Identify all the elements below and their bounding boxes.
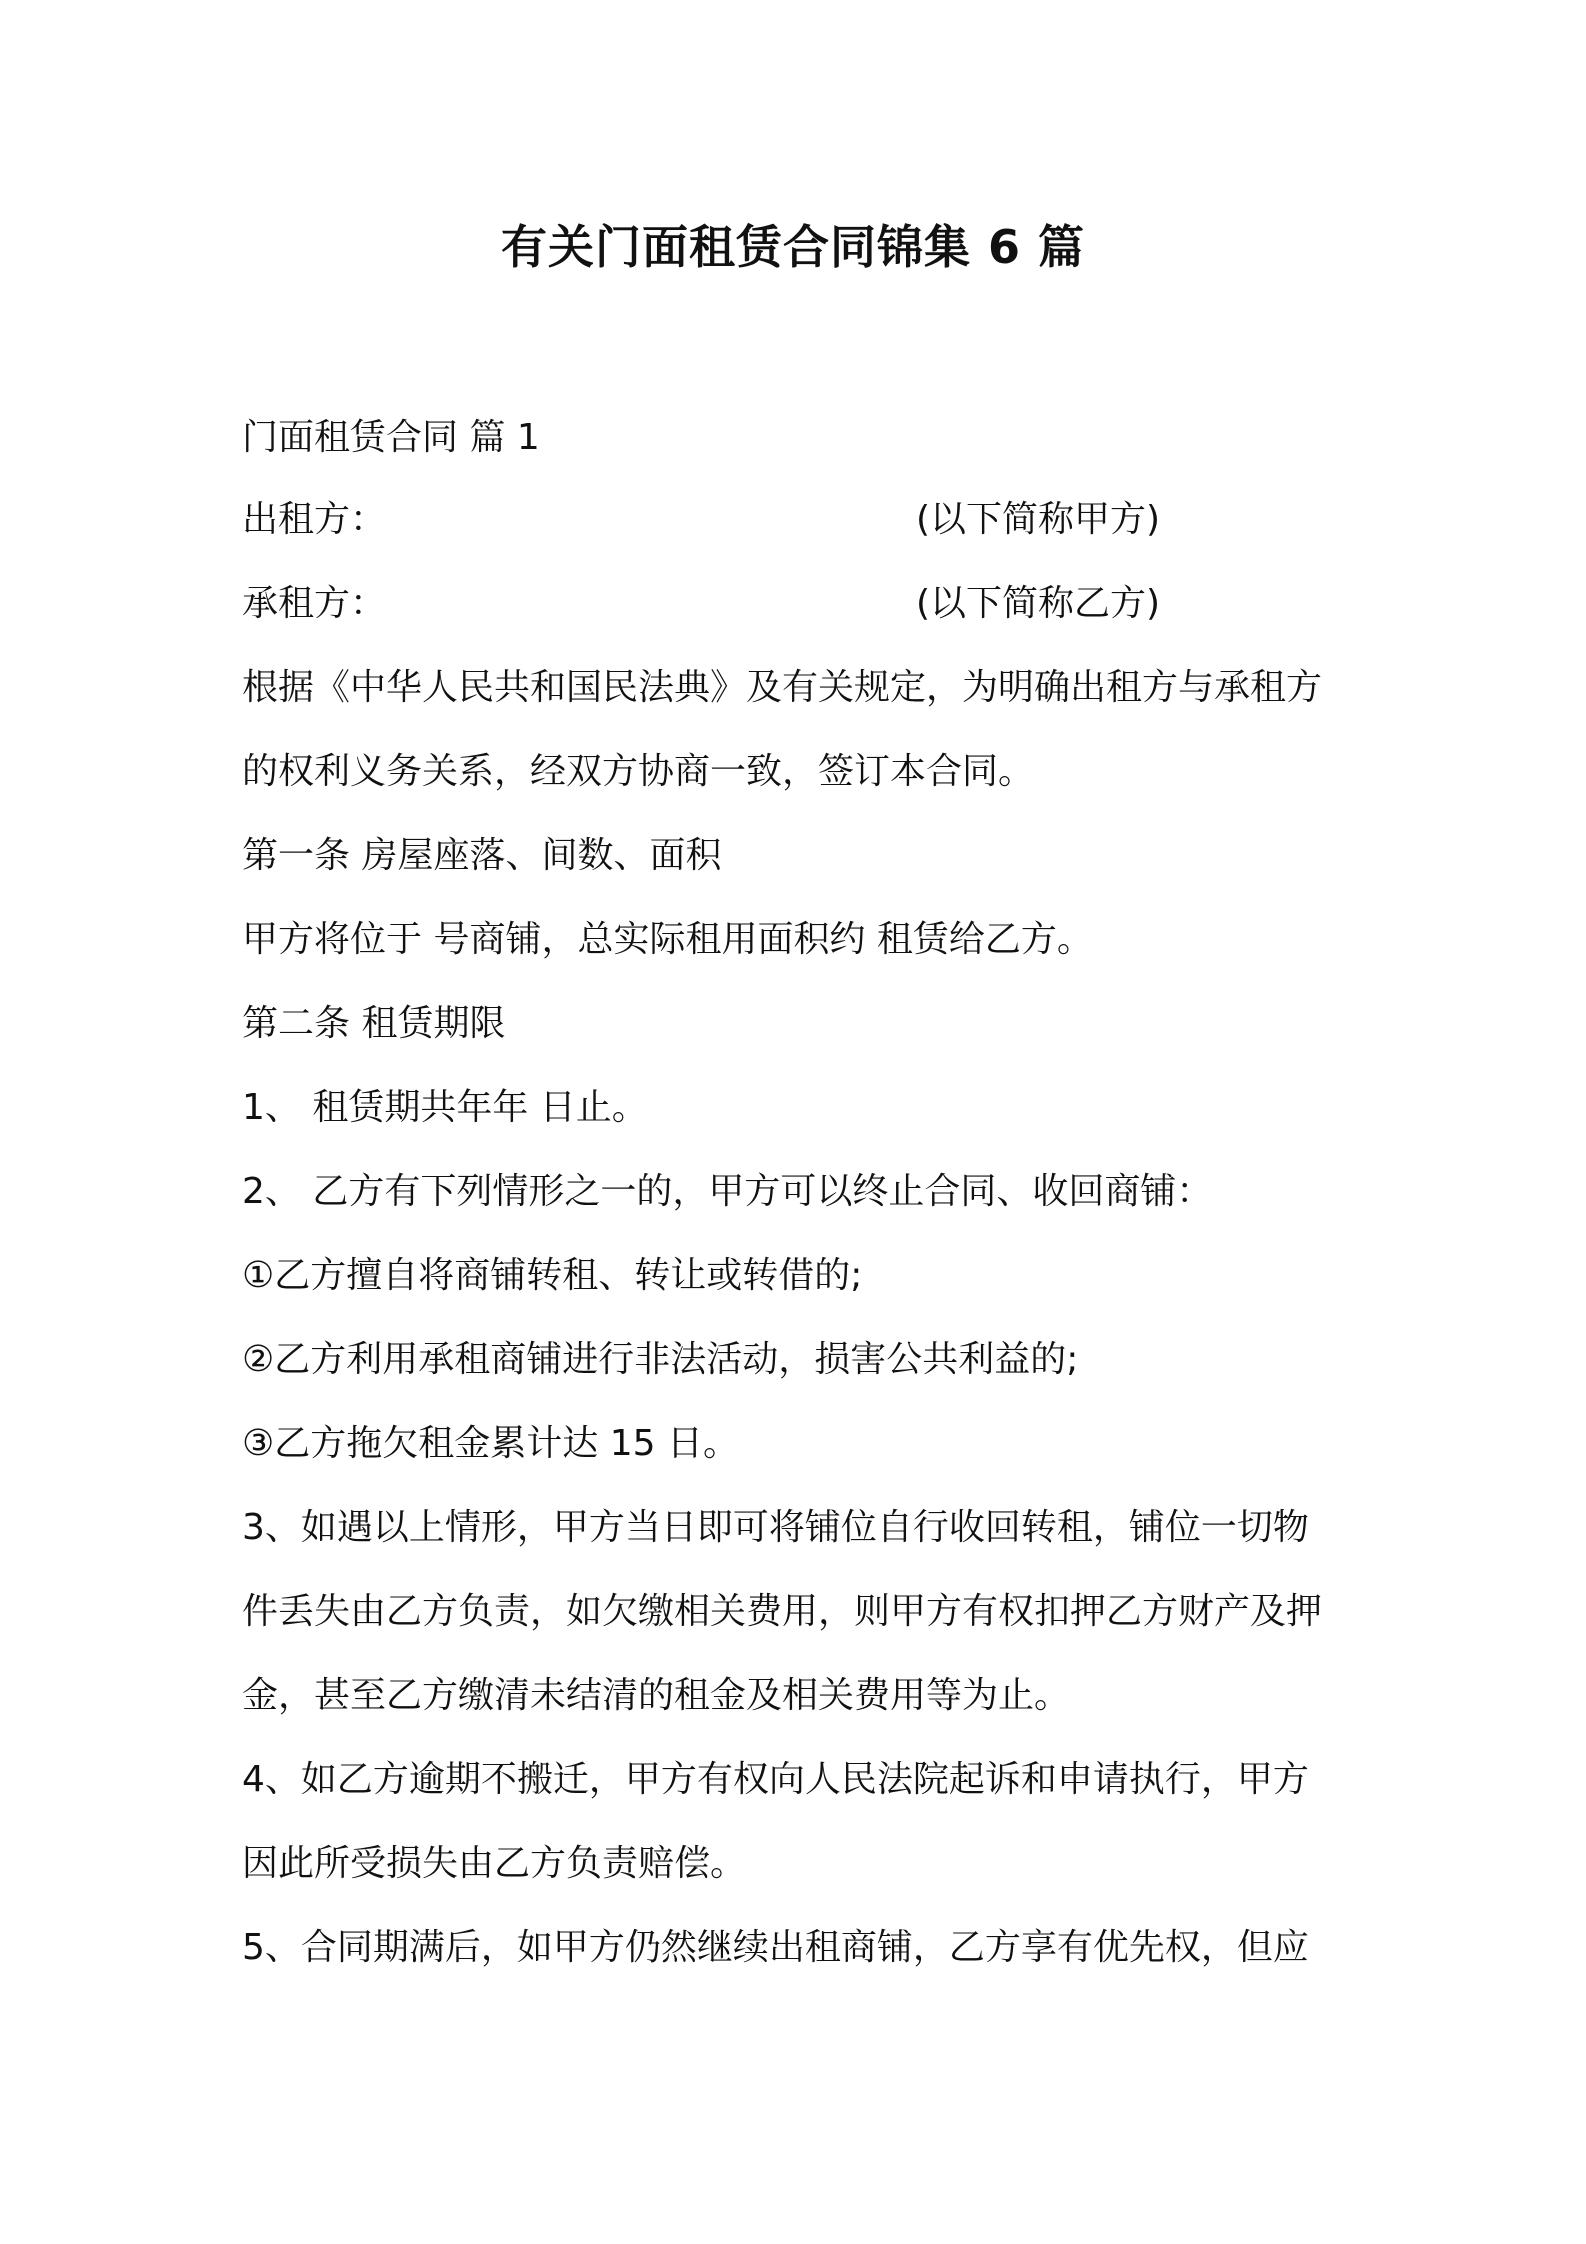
clause3-line-1: 3、如遇以上情形，甲方当日即可将铺位自行收回转租，铺位一切物 bbox=[242, 1507, 1309, 1548]
document-title: 有关门面租赁合同锦集 6 篇 bbox=[500, 220, 1086, 274]
article2-heading: 第二条 租赁期限 bbox=[242, 1003, 506, 1044]
lessee-note: (以下简称乙方) bbox=[916, 583, 1161, 624]
clause4-line-2: 因此所受损失由乙方负责赔偿。 bbox=[242, 1843, 747, 1884]
article1-heading: 第一条 房屋座落、间数、面积 bbox=[242, 835, 722, 876]
clause4-line-1: 4、如乙方逾期不搬迁，甲方有权向人民法院起诉和申请执行，甲方 bbox=[242, 1759, 1309, 1800]
intro-line-1: 根据《中华人民共和国民法典》及有关规定，为明确出租方与承租方 bbox=[242, 667, 1323, 708]
article1-text: 甲方将位于 号商铺，总实际租用面积约 租赁给乙方。 bbox=[242, 919, 1093, 960]
clause5-line-1: 5、合同期满后，如甲方仍然继续出租商铺，乙方享有优先权，但应 bbox=[242, 1927, 1309, 1968]
article2-item-1: 1、 租赁期共年年 日止。 bbox=[242, 1087, 648, 1128]
lessor-line bbox=[242, 492, 1362, 548]
lessee-label: 承租方： bbox=[242, 583, 387, 624]
clause3-line-3: 金，甚至乙方缴清未结清的租金及相关费用等为止。 bbox=[242, 1675, 1071, 1716]
section-heading: 门面租赁合同 篇 1 bbox=[242, 417, 540, 458]
clause3-line-2: 件丢失由乙方负责，如欠缴相关费用，则甲方有权扣押乙方财产及押 bbox=[242, 1591, 1323, 1632]
article2-item-2a: ①乙方擅自将商铺转租、转让或转借的; bbox=[242, 1255, 863, 1296]
article2-item-2b: ②乙方利用承租商铺进行非法活动，损害公共利益的; bbox=[242, 1339, 1079, 1380]
lessor-note: (以下简称甲方) bbox=[916, 499, 1161, 540]
lessee-line bbox=[242, 576, 1362, 632]
lessor-label: 出租方： bbox=[242, 499, 387, 540]
intro-line-2: 的权利义务关系，经双方协商一致，签订本合同。 bbox=[242, 751, 1035, 792]
article2-item-2: 2、 乙方有下列情形之一的，甲方可以终止合同、收回商铺： bbox=[242, 1171, 1213, 1212]
article2-item-2c: ③乙方拖欠租金累计达 15 日。 bbox=[242, 1423, 739, 1464]
